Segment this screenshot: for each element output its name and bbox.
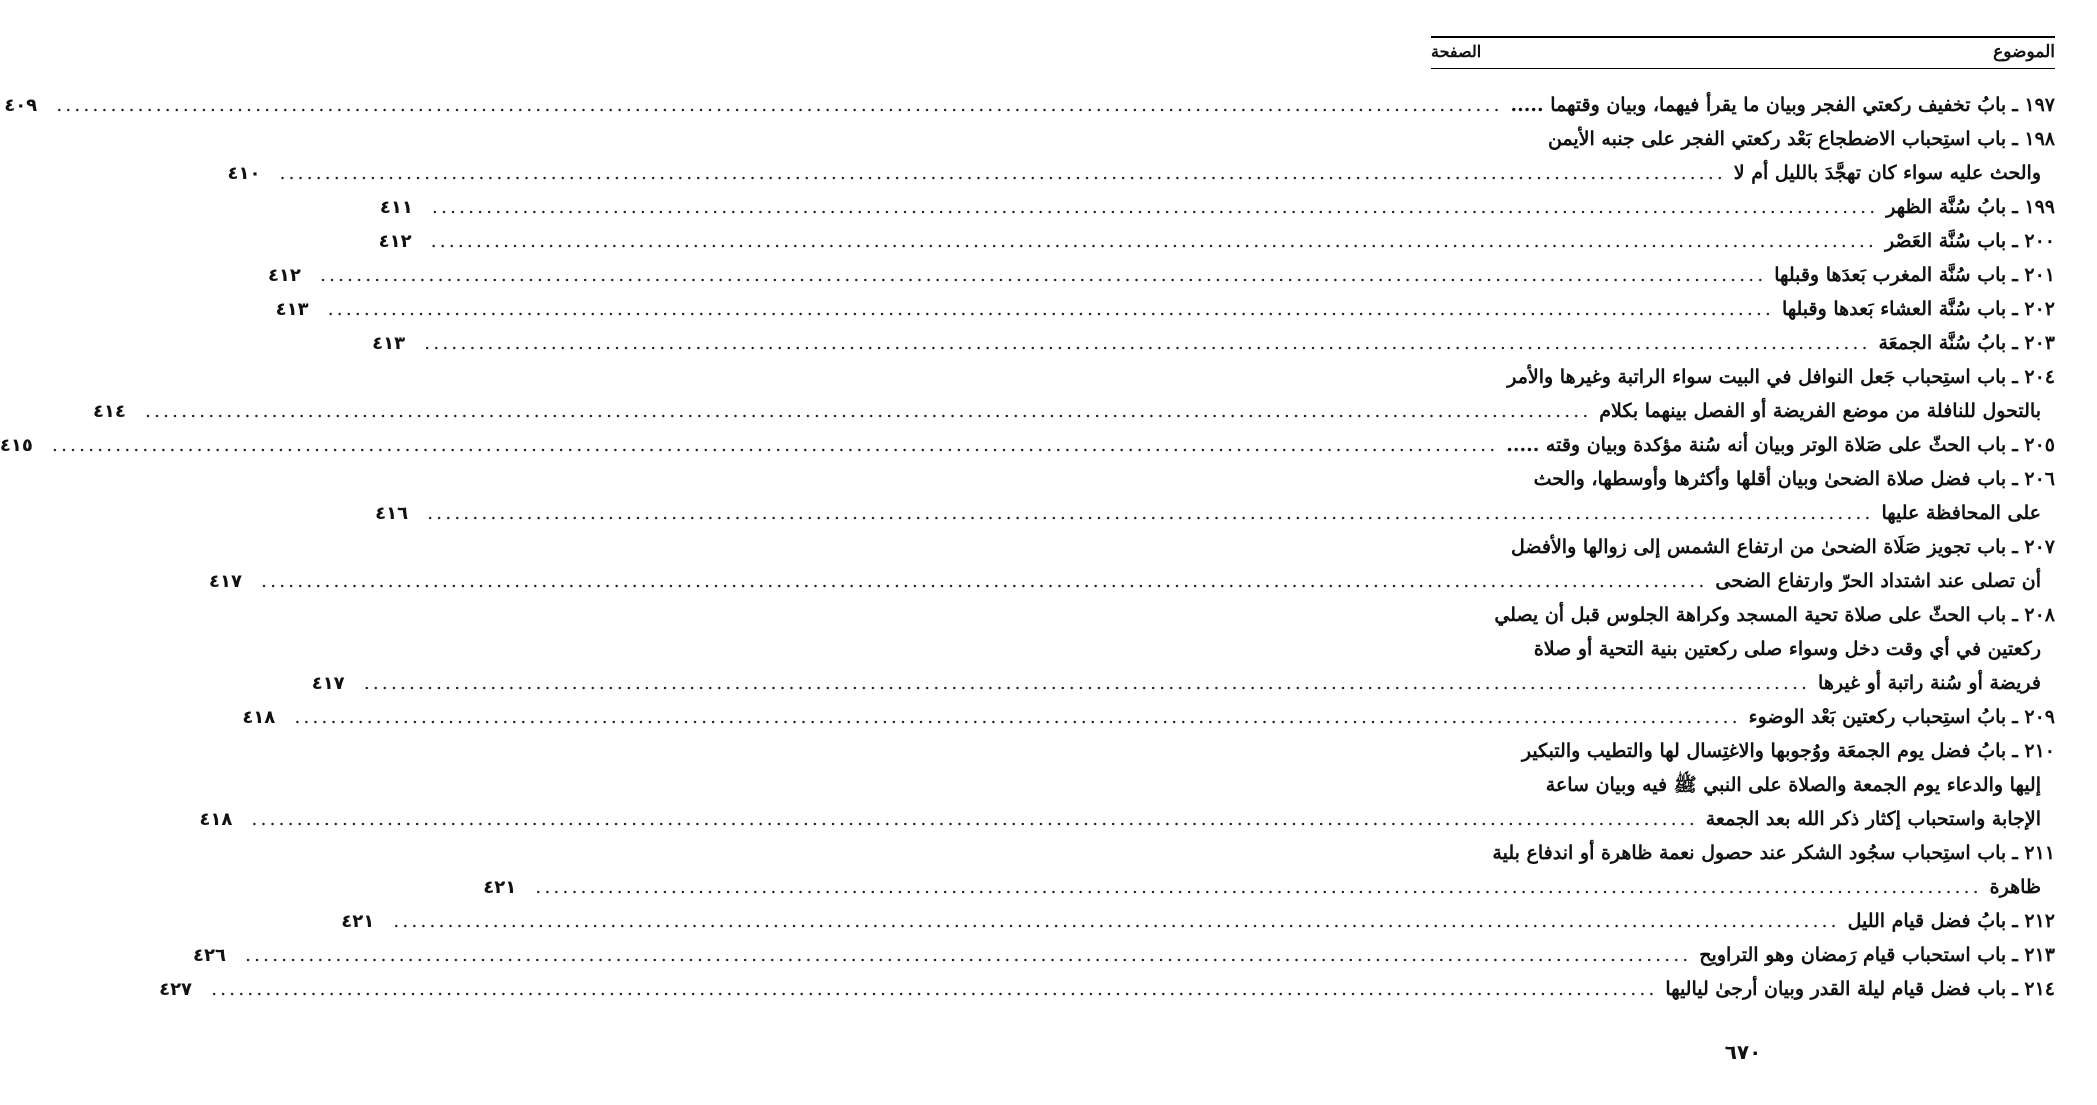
entry-title: والحث عليه سواء كان تهجَّدَ بالليل أم لا bbox=[1733, 162, 2041, 184]
toc-entry bbox=[4, 88, 2055, 122]
toc-entry bbox=[192, 938, 2055, 972]
leader-dots bbox=[245, 938, 1691, 972]
entry-title: الإجابة واستحباب إكثار ذكر الله بعد الجمعة bbox=[1705, 808, 2041, 830]
leader-dots bbox=[52, 428, 1498, 462]
entry-number: ٢٠٠ ـ bbox=[2012, 230, 2055, 252]
entry-page-number: ٤١٣ bbox=[372, 333, 406, 354]
entry-number: ٢١٤ ـ bbox=[2012, 978, 2055, 1000]
toc-entry bbox=[1431, 598, 2055, 632]
entry-title: باب استِحباب سجُود الشكر عند حصول نعمة ظاهرة أو اندفاع بلية bbox=[1492, 842, 2007, 864]
leader-dots bbox=[427, 496, 1873, 530]
leader-dots bbox=[431, 224, 1877, 258]
toc-entry bbox=[267, 258, 2055, 292]
entry-number: ٢٠٦ ـ bbox=[2012, 468, 2055, 490]
topic-column-label: الموضوع bbox=[1993, 42, 2055, 62]
toc-entry-continuation bbox=[227, 156, 2055, 190]
leader-dots bbox=[424, 326, 1870, 360]
entry-number: ٢٠١ ـ bbox=[2012, 264, 2055, 286]
toc-entry bbox=[1431, 462, 2055, 496]
toc-entry-continuation bbox=[92, 394, 2055, 428]
toc-entry bbox=[159, 972, 2055, 1006]
entry-number: ٢٠٢ ـ bbox=[2012, 298, 2055, 320]
entry-title: بابُ تخفيف ركعتي الفجر وبيان ما يقرأ فيهما، وبيان وقتهما ..... bbox=[1510, 94, 2007, 116]
entry-title: بابُ سُنَّة الظهر bbox=[1886, 196, 2007, 218]
toc-entry-continuation bbox=[311, 666, 2055, 700]
entry-title: باب الحثّ على صَلاة الوتر وبيان أنه سُنة مؤكدة وبيان وقته ..... bbox=[1506, 434, 2007, 456]
entry-title: ركعتين في أي وقت دخل وسواء صلى ركعتين بنية التحية أو صلاة bbox=[1533, 638, 2041, 660]
toc-entry bbox=[372, 326, 2055, 360]
leader-dots bbox=[294, 700, 1740, 734]
entry-page-number: ٤١٣ bbox=[275, 299, 309, 320]
entry-title: باب سُنَّة المغرب بَعدَها وقبلها bbox=[1774, 264, 2007, 286]
leader-dots bbox=[56, 88, 1502, 122]
entry-title: بابُ سُنَّة الجمعَة bbox=[1878, 332, 2007, 354]
entry-number: ٢٠٥ ـ bbox=[2012, 434, 2055, 456]
entry-page-number: ٤١٧ bbox=[311, 673, 345, 694]
page-column-label: الصفحة bbox=[1431, 42, 1482, 61]
toc-entry-continuation bbox=[199, 802, 2055, 836]
entry-title: بابُ استِحباب ركعتين بَعْد الوضوء bbox=[1748, 706, 2007, 728]
entry-page-number: ٤٢١ bbox=[341, 911, 375, 932]
page-number: ٦٧٠ bbox=[1724, 1040, 1762, 1064]
leader-dots bbox=[328, 292, 1774, 326]
leader-dots bbox=[393, 904, 1839, 938]
entry-title: على المحافظة عليها bbox=[1881, 502, 2041, 524]
entry-page-number: ٤١٨ bbox=[242, 707, 276, 728]
entry-page-number: ٤١١ bbox=[379, 197, 413, 218]
entry-title: باب استحباب قيام رَمضان وهو التراويح bbox=[1699, 944, 2007, 966]
toc-entry-continuation bbox=[483, 870, 2055, 904]
entry-number: ٢٠٨ ـ bbox=[2012, 604, 2055, 626]
entry-number: ٢١٣ ـ bbox=[2012, 944, 2055, 966]
entry-number: ١٩٨ ـ bbox=[2012, 128, 2055, 150]
entry-number: ١٩٩ ـ bbox=[2012, 196, 2055, 218]
entry-page-number: ٤٠٩ bbox=[4, 95, 38, 116]
leader-dots bbox=[251, 802, 1697, 836]
entry-page-number: ٤١٠ bbox=[227, 163, 261, 184]
toc-entry bbox=[1431, 530, 2055, 564]
leader-dots bbox=[211, 972, 1657, 1006]
header-rule bbox=[1431, 68, 2055, 69]
toc-entry bbox=[1431, 122, 2055, 156]
entry-page-number: ٤١٢ bbox=[267, 265, 301, 286]
top-rule bbox=[1431, 36, 2055, 38]
entry-page-number: ٤١٦ bbox=[375, 503, 409, 524]
toc-entry bbox=[379, 190, 2055, 224]
entry-title: باب تجويز صَلَاة الضحىٰ من ارتفاع الشمس إلى زوالها والأفضل bbox=[1511, 536, 2007, 558]
toc-entry bbox=[378, 224, 2055, 258]
entry-title: باب استِحباب الاضطجاع بَعْد ركعتي الفجر على جنبه الأيمن bbox=[1547, 128, 2007, 150]
entry-page-number: ٤١٤ bbox=[92, 401, 126, 422]
leader-dots bbox=[320, 258, 1766, 292]
index-page bbox=[0, 32, 2055, 1072]
entry-page-number: ٤٢٧ bbox=[159, 979, 193, 1000]
entry-number: ٢١٠ ـ bbox=[2012, 740, 2055, 762]
toc-entry-continuation bbox=[1431, 768, 2055, 802]
toc-entry bbox=[1431, 734, 2055, 768]
toc-entry bbox=[275, 292, 2055, 326]
entry-title: باب فضل صلاة الضحىٰ وبيان أقلها وأكثرها وأوسطها، والحث bbox=[1533, 468, 2007, 490]
entry-number: ٢١١ ـ bbox=[2012, 842, 2055, 864]
toc-entry bbox=[242, 700, 2055, 734]
toc-entry bbox=[1431, 360, 2055, 394]
leader-dots bbox=[432, 190, 1878, 224]
entry-title: أن تصلى عند اشتداد الحرّ وارتفاع الضحى bbox=[1715, 570, 2041, 592]
toc-entry bbox=[341, 904, 2055, 938]
entry-page-number: ٤١٨ bbox=[199, 809, 233, 830]
entry-page-number: ٤١٥ bbox=[0, 435, 33, 456]
toc-entry bbox=[1431, 836, 2055, 870]
leader-dots bbox=[261, 564, 1707, 598]
leader-dots bbox=[535, 870, 1981, 904]
toc-entry-continuation bbox=[1431, 632, 2055, 666]
entry-title: إليها والدعاء يوم الجمعة والصلاة على النبي ﷺ فيه وبيان ساعة bbox=[1545, 774, 2041, 796]
entry-title: باب استِحباب جَعل النوافل في البيت سواء الراتبة وغيرها والأمر bbox=[1507, 366, 2007, 388]
entry-title: باب سُنَّة العشاء بَعدها وقبلها bbox=[1781, 298, 2007, 320]
entry-title: باب الحثّ على صلاة تحية المسجد وكراهة الجلوس قبل أن يصلي bbox=[1494, 604, 2007, 626]
entry-number: ٢٠٩ ـ bbox=[2012, 706, 2055, 728]
entry-title: فريضة أو سُنة راتبة أو غيرها bbox=[1818, 672, 2041, 694]
toc-entry bbox=[0, 428, 2055, 462]
entry-title: بابُ فضل قيام الليل bbox=[1847, 910, 2007, 932]
entry-number: ١٩٧ ـ bbox=[2012, 94, 2055, 116]
leader-dots bbox=[145, 394, 1591, 428]
toc-entry-continuation bbox=[375, 496, 2055, 530]
entry-page-number: ٤٢١ bbox=[483, 877, 517, 898]
entry-number: ٢٠٣ ـ bbox=[2012, 332, 2055, 354]
entry-number: ٢١٢ ـ bbox=[2012, 910, 2055, 932]
leader-dots bbox=[364, 666, 1810, 700]
toc-entry-continuation bbox=[209, 564, 2055, 598]
leader-dots bbox=[279, 156, 1725, 190]
entry-page-number: ٤١٧ bbox=[209, 571, 243, 592]
contents-list bbox=[0, 88, 2055, 1006]
entry-number: ٢٠٧ ـ bbox=[2012, 536, 2055, 558]
entry-title: بابُ فضل يوم الجمعَة ووُجوبها والاغتِسال لها والتطيب والتبكير bbox=[1521, 740, 2007, 762]
table-header bbox=[1431, 32, 2055, 62]
entry-title: بالتحول للنافلة من موضع الفريضة أو الفصل بينهما بكلام bbox=[1599, 400, 2041, 422]
entry-page-number: ٤١٢ bbox=[378, 231, 412, 252]
entry-page-number: ٤٢٦ bbox=[192, 945, 226, 966]
entry-title: باب فضل قيام ليلة القدر وبيان أرجىٰ لياليها bbox=[1665, 978, 2007, 1000]
entry-title: باب سُنَّة العَصْر bbox=[1884, 230, 2007, 252]
entry-title: ظاهرة bbox=[1989, 876, 2041, 898]
entry-number: ٢٠٤ ـ bbox=[2012, 366, 2055, 388]
